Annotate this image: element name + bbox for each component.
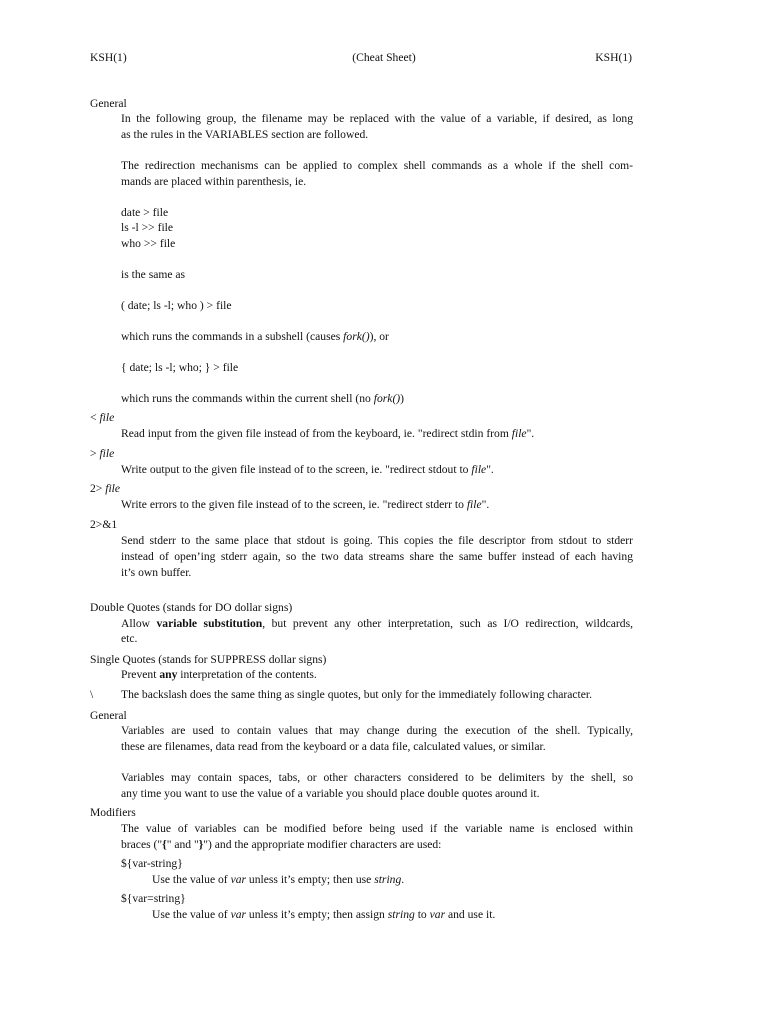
header-left: KSH(1): [90, 51, 127, 64]
header-center: (Cheat Sheet): [352, 51, 416, 64]
header-right: KSH(1): [595, 51, 632, 64]
subshell-command: ( date; ls -l; who ) > file: [121, 299, 232, 312]
general-p2-line2: mands are placed within parenthesis, ie.: [121, 175, 307, 188]
double-quotes-line1: Allow variable substitution, but prevent any other interpretation, such as I/O redirection, wildcards,: [121, 617, 634, 630]
single-quotes-desc: Prevent any interpretation of the contents.: [121, 668, 317, 681]
variables-general-title: General: [90, 709, 127, 722]
subshell-explanation: which runs the commands in a subshell (causes fork()), or: [121, 330, 389, 343]
code-line-who: who >> file: [121, 237, 176, 250]
redirect-stdin-desc: Read input from the given file instead of from the keyboard, ie. "redirect stdin from file".: [121, 427, 535, 440]
redirect-dup-term: 2>&1: [90, 518, 118, 531]
modifier-assign-desc: Use the value of var unless it’s empty; then assign string to var and use it.: [152, 908, 496, 921]
general-p1-line2: as the rules in the VARIABLES section are followed.: [121, 128, 369, 141]
variables-p1-line1: Variables are used to contain values that may change during the execution of the shell. Typically,: [121, 724, 633, 737]
redirect-stderr-desc: Write errors to the given file instead of to the screen, ie. "redirect stderr to file".: [121, 498, 490, 511]
modifiers-intro-line1: The value of variables can be modified before being used if the variable name is enclosed within: [121, 822, 633, 835]
variables-p2-line1: Variables may contain spaces, tabs, or other characters considered to be delimiters by the shell, so: [121, 771, 633, 784]
redirect-stdout-desc: Write output to the given file instead of to the screen, ie. "redirect stdout to file".: [121, 463, 494, 476]
modifiers-intro-line2: braces ("{" and "}") and the appropriate modifier characters are used:: [121, 838, 442, 851]
modifier-default-desc: Use the value of var unless it’s empty; then use string.: [152, 873, 405, 886]
double-quotes-title: Double Quotes (stands for DO dollar signs): [90, 601, 293, 614]
backslash-term: \: [90, 688, 94, 701]
redirect-stderr-term: 2> file: [90, 482, 121, 495]
modifiers-title: Modifiers: [90, 806, 136, 819]
current-shell-command: { date; ls -l; who; } > file: [121, 361, 239, 374]
variables-p2-line2: any time you want to use the value of a variable you should place double quotes around it.: [121, 787, 540, 800]
redirect-dup-line2: instead of open’ing stderr again, so the two data streams share the same buffer instead of each having: [121, 550, 633, 563]
double-quotes-line2: etc.: [121, 632, 138, 645]
general-p2-line1: The redirection mechanisms can be applied to complex shell commands as a whole if the shell com-: [121, 159, 633, 172]
variables-p1-line2: these are filenames, data read from the keyboard or a data file, calculated values, or similar.: [121, 740, 546, 753]
redirect-stdout-term: > file: [90, 447, 115, 460]
same-as-text: is the same as: [121, 268, 186, 281]
redirect-stdin-term: < file: [90, 411, 115, 424]
modifier-assign-term: ${var=string}: [121, 892, 186, 905]
code-line-ls: ls -l >> file: [121, 221, 174, 234]
section-title-general: General: [90, 97, 127, 110]
single-quotes-title: Single Quotes (stands for SUPPRESS dollar signs): [90, 653, 327, 666]
redirect-dup-line3: it’s own buffer.: [121, 566, 192, 579]
modifier-default-term: ${var-string}: [121, 857, 183, 870]
current-shell-explanation: which runs the commands within the current shell (no fork()): [121, 392, 405, 405]
backslash-desc: The backslash does the same thing as single quotes, but only for the immediately following character.: [121, 688, 593, 701]
redirect-dup-line1: Send stderr to the same place that stdout is going. This copies the file descriptor from stdout to stderr: [121, 534, 633, 547]
general-p1-line1: In the following group, the filename may be replaced with the value of a variable, if desired, as long: [121, 112, 633, 125]
code-line-date: date > file: [121, 206, 169, 219]
